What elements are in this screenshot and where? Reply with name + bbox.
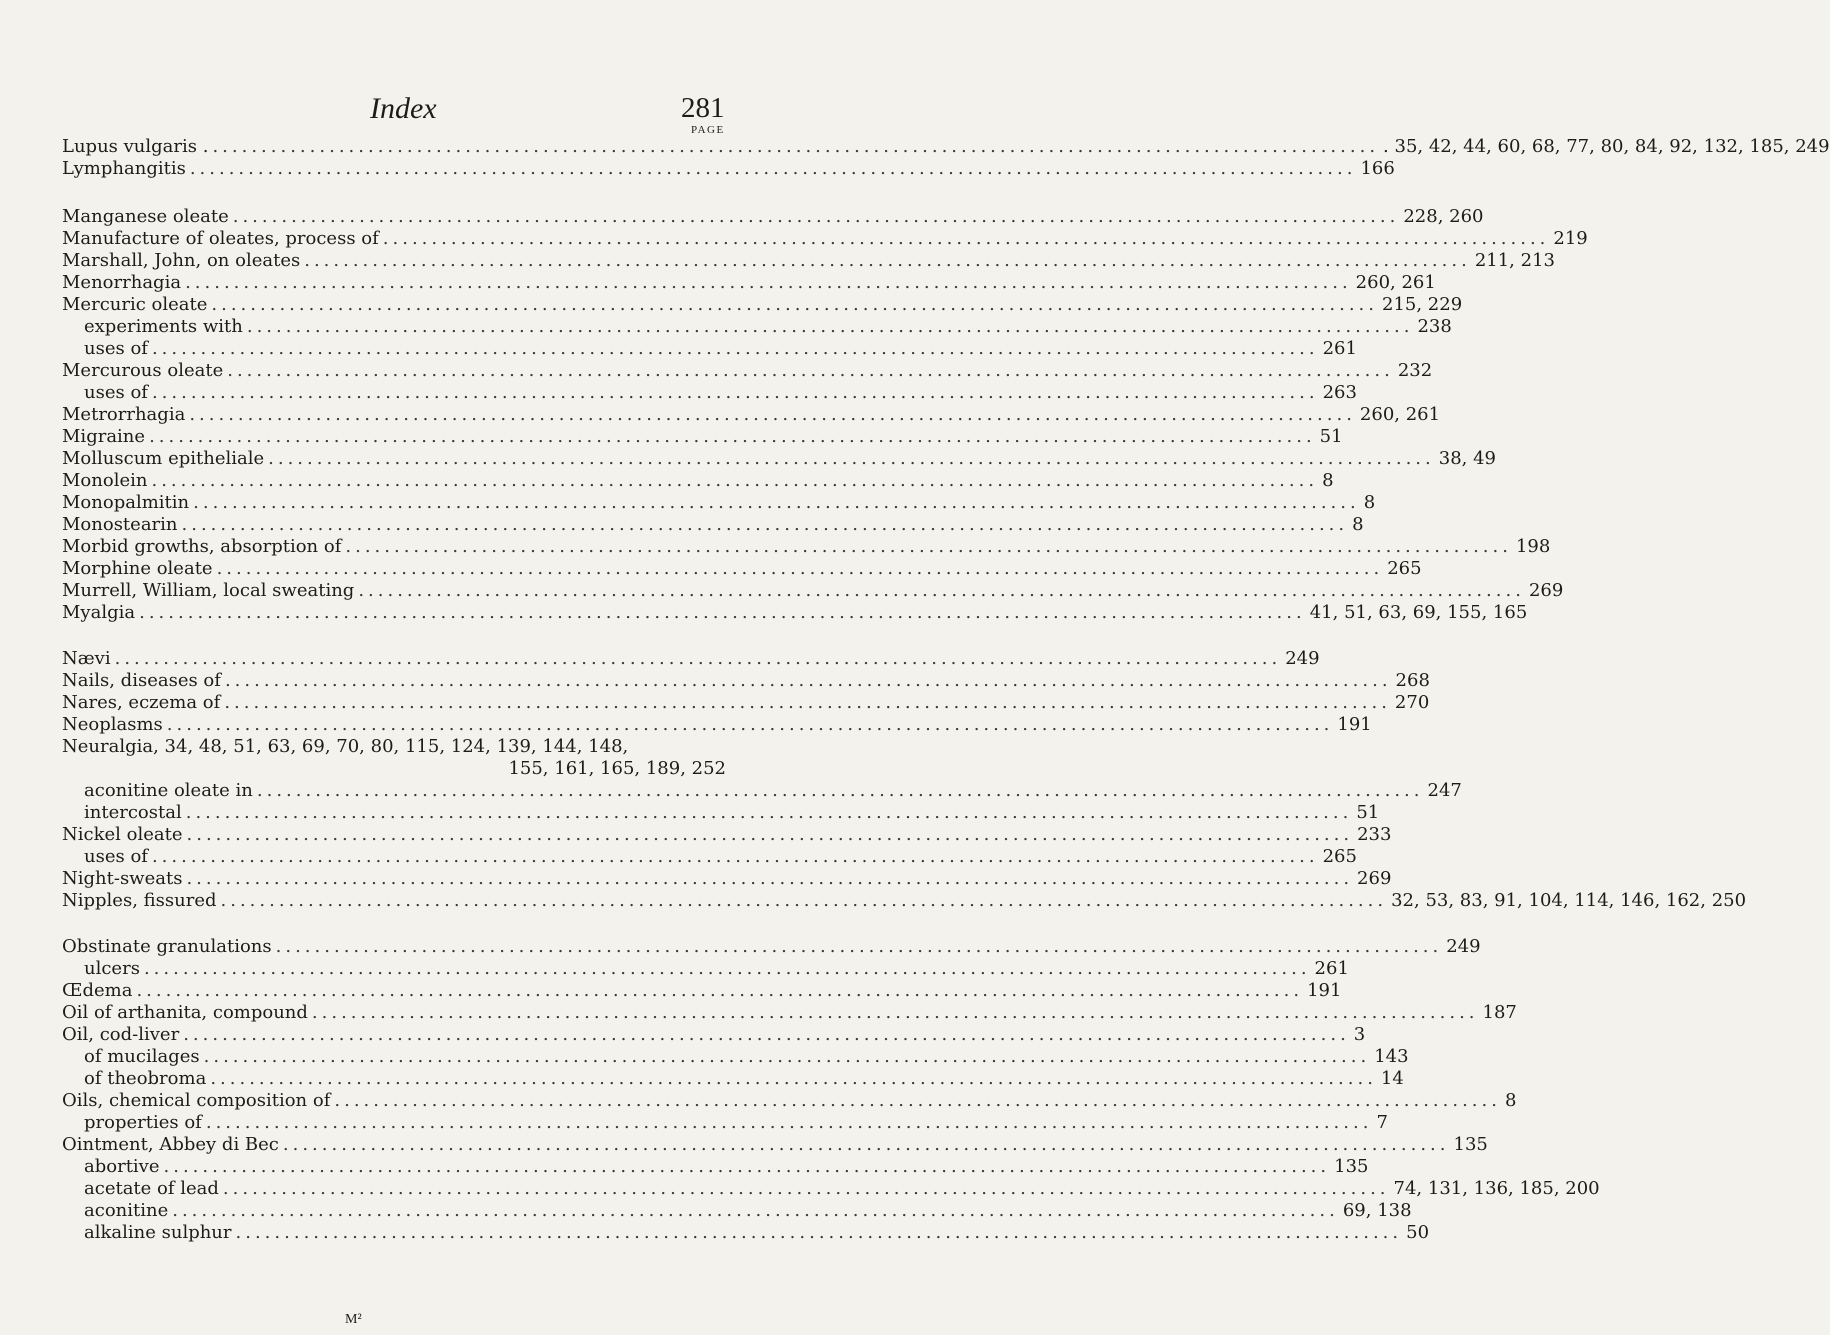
- index-entry: [0, 158, 1395, 180]
- index-entry: [0, 780, 1462, 802]
- entry-term: uses of: [84, 338, 148, 359]
- entry-term: Manganese oleate: [62, 206, 229, 227]
- index-entry: [0, 272, 1436, 294]
- running-title: Index: [370, 92, 437, 125]
- dot-leader: ........................................................................................................................: [334, 1090, 1501, 1111]
- dot-leader: ........................................................................................................................: [358, 580, 1525, 601]
- entry-term: Nickel oleate: [62, 824, 183, 845]
- index-entry: [0, 250, 1555, 272]
- index-entry: [0, 1046, 1409, 1068]
- index-entry: [0, 492, 1376, 514]
- entry-page-refs: 8: [1352, 514, 1364, 535]
- entry-page-refs: 249: [1446, 936, 1481, 957]
- entry-term: Ointment, Abbey di Bec: [62, 1134, 279, 1155]
- index-entry: [0, 1200, 1412, 1222]
- index-entry: [0, 1002, 1517, 1024]
- dot-leader: ........................................................................................................................: [151, 470, 1319, 491]
- entry-page-refs: 191: [1337, 714, 1372, 735]
- entry-term: Neuralgia, 34, 48, 51, 63, 69, 70, 80, 115, 124, 139, 144, 148,: [62, 736, 629, 757]
- index-entry: [0, 448, 1497, 470]
- entry-page-refs: 51: [1319, 426, 1343, 447]
- dot-leader: ........................................................................................................................: [166, 714, 1334, 735]
- index-entry: [0, 514, 1364, 536]
- entry-page-refs: 32, 53, 83, 91, 104, 114, 146, 162, 250: [1391, 890, 1747, 911]
- dot-leader: ........................................................................................................................: [382, 228, 1550, 249]
- entry-page-refs: 74, 131, 136, 185, 200: [1393, 1178, 1600, 1199]
- dot-leader: ........................................................................................................................: [220, 890, 1388, 911]
- index-entry: [0, 1024, 1366, 1046]
- index-entry: [0, 824, 1392, 846]
- dot-leader: ........................................................................................................................: [224, 670, 1392, 691]
- entry-term: aconitine: [84, 1200, 169, 1221]
- index-entry: [0, 338, 1357, 360]
- entry-page-refs: 228, 260: [1403, 206, 1484, 227]
- dot-leader: ........................................................................................................................: [172, 1200, 1339, 1221]
- dot-leader: ........................................................................................................................: [282, 1134, 1450, 1155]
- entry-term: Marshall, John, on oleates: [62, 250, 301, 271]
- index-entry: [0, 758, 726, 780]
- index-entry: [0, 558, 1422, 580]
- entry-term: Oil, cod-liver: [62, 1024, 180, 1045]
- entry-term: Molluscum epitheliale: [62, 448, 265, 469]
- entry-page-refs: 191: [1307, 980, 1342, 1001]
- index-entry: [0, 136, 1830, 158]
- entry-page-refs: 238: [1417, 316, 1452, 337]
- index-entry: [0, 404, 1441, 426]
- index-entry: [0, 802, 1380, 824]
- entry-page-refs: 265: [1322, 846, 1357, 867]
- entry-term: Obstinate granulations: [62, 936, 272, 957]
- entry-term: Night-sweats: [62, 868, 183, 889]
- index-entry: [0, 736, 788, 758]
- dot-leader: ........................................................................................................................: [151, 382, 1319, 403]
- dot-leader: ........................................................................................................................: [210, 1068, 1377, 1089]
- entry-page-refs: 14: [1380, 1068, 1404, 1089]
- entry-term: abortive: [84, 1156, 160, 1177]
- entry-term: Œdema: [62, 980, 133, 1001]
- index-entry: [0, 958, 1349, 980]
- dot-leader: ........................................................................................................................: [183, 1024, 1350, 1045]
- entry-term: Monostearin: [62, 514, 178, 535]
- dot-leader: ........................................................................................................................: [143, 958, 1311, 979]
- page-column-label: PAGE: [691, 124, 725, 136]
- index-entry: [0, 1068, 1404, 1090]
- entry-term: Manufacture of oleates, process of: [62, 228, 379, 249]
- entry-term: uses of: [84, 382, 148, 403]
- index-entry: [0, 1090, 1517, 1112]
- index-entry: [0, 1222, 1430, 1244]
- dot-leader: ........................................................................................................................: [139, 602, 1306, 623]
- entry-term: Nipples, fissured: [62, 890, 217, 911]
- entry-page-refs: 8: [1504, 1090, 1517, 1111]
- index-entry: [0, 1134, 1488, 1156]
- entry-term: Morphine oleate: [62, 558, 213, 579]
- entry-page-refs: 232: [1397, 360, 1433, 381]
- signature-mark: M²: [345, 1312, 362, 1327]
- entry-term: of theobroma: [84, 1068, 207, 1089]
- entry-page-refs: 270: [1394, 692, 1430, 713]
- dot-leader: ........................................................................................................................: [151, 846, 1319, 867]
- entry-page-refs: 38, 49: [1438, 448, 1497, 469]
- entry-term: Menorrhagia: [62, 272, 182, 293]
- entry-page-refs: 135: [1334, 1156, 1369, 1177]
- dot-leader: ........................................................................................................................: [256, 780, 1424, 801]
- entry-page-refs: 219: [1553, 228, 1588, 249]
- index-entry: [0, 890, 1747, 912]
- index-entry: [0, 1112, 1388, 1134]
- entry-page-refs: 261: [1314, 958, 1349, 979]
- entry-page-refs: 261: [1322, 338, 1357, 359]
- entry-page-refs: 166: [1360, 158, 1395, 179]
- entry-term: Migraine: [62, 426, 146, 447]
- entry-term: Monopalmitin: [62, 492, 190, 513]
- index-entry: [0, 670, 1430, 692]
- index-entry: [0, 470, 1334, 492]
- entry-term: Mercuric oleate: [62, 294, 208, 315]
- index-entry: [0, 714, 1372, 736]
- entry-page-refs: 143: [1374, 1046, 1409, 1067]
- entry-page-refs: 263: [1322, 382, 1357, 403]
- dot-leader: ........................................................................................................................: [246, 316, 1414, 337]
- dot-leader: ........................................................................................................................: [181, 514, 1349, 535]
- index-entry: [0, 868, 1392, 890]
- entry-term: alkaline sulphur: [84, 1222, 232, 1243]
- index-entry: [0, 602, 1528, 624]
- dot-leader: ........................................................................................................................: [114, 648, 1282, 669]
- index-entry: [0, 846, 1357, 868]
- dot-leader: ........................................................................................................................: [216, 558, 1384, 579]
- entry-page-refs: 215, 229: [1382, 294, 1463, 315]
- entry-term: Nares, eczema of: [62, 692, 221, 713]
- dot-leader: ........................................................................................................................: [222, 1178, 1390, 1199]
- index-entry: [0, 206, 1484, 228]
- entry-page-refs: 211, 213: [1474, 250, 1555, 271]
- entry-term: Oils, chemical composition of: [62, 1090, 331, 1111]
- entry-page-refs: 7: [1376, 1112, 1388, 1133]
- dot-leader: ........................................................................................................................: [211, 294, 1378, 315]
- entry-term: of mucilages: [84, 1046, 200, 1067]
- dot-leader: ........................................................................................................................: [311, 1002, 1479, 1023]
- index-entry: [0, 1156, 1369, 1178]
- entry-page-refs: 265: [1387, 558, 1422, 579]
- entry-page-refs: 198: [1515, 536, 1551, 557]
- dot-leader: ........................................................................................................................: [268, 448, 1435, 469]
- entry-term: Mercurous oleate: [62, 360, 224, 381]
- index-entry: [0, 580, 1564, 602]
- dot-leader: ........................................................................................................................: [189, 404, 1356, 425]
- index-entry: [0, 316, 1452, 338]
- dot-leader: ........................................................................................................................: [345, 536, 1512, 557]
- dot-leader: ........................................................................................................................: [227, 360, 1394, 381]
- index-entry: [0, 936, 1481, 958]
- entry-page-refs: 155, 161, 165, 189, 252: [508, 758, 726, 779]
- entry-page-refs: 260, 261: [1355, 272, 1436, 293]
- entry-term: experiments with: [84, 316, 243, 337]
- dot-leader: ........................................................................................................................: [235, 1222, 1403, 1243]
- entry-term: Murrell, William, local sweating: [62, 580, 355, 601]
- entry-term: Nails, diseases of: [62, 670, 221, 691]
- entry-term: Myalgia: [62, 602, 136, 623]
- dot-leader: ........................................................................................................................: [151, 338, 1319, 359]
- entry-term: Nævi: [62, 648, 111, 669]
- entry-term: Monolein: [62, 470, 148, 491]
- index-entry: [0, 228, 1588, 250]
- dot-leader: ........................................................................................................................: [304, 250, 1471, 271]
- dot-leader: ........................................................................................................................: [163, 1156, 1331, 1177]
- index-entry: [0, 692, 1430, 714]
- dot-leader: ........................................................................................................................: [212, 136, 1380, 157]
- entry-term: aconitine oleate in: [84, 780, 253, 801]
- entry-page-refs: 233: [1357, 824, 1392, 845]
- dot-leader: ........................................................................................................................: [203, 1046, 1371, 1067]
- dot-leader: ........................................................................................................................: [136, 980, 1304, 1001]
- entry-page-refs: 260, 261: [1359, 404, 1441, 425]
- entry-page-refs: 41, 51, 63, 69, 155, 165: [1309, 602, 1528, 623]
- entry-term: acetate of lead: [84, 1178, 219, 1199]
- dot-leader: ........................................................................................................................: [232, 206, 1400, 227]
- dot-leader: ........................................................................................................................: [275, 936, 1443, 957]
- index-entry: [0, 648, 1320, 670]
- entry-page-refs: 187: [1482, 1002, 1517, 1023]
- entry-page-refs: 247: [1427, 780, 1462, 801]
- entry-term: intercostal: [84, 802, 182, 823]
- index-entry: [0, 426, 1343, 448]
- entry-term: Lymphangitis: [62, 158, 186, 179]
- entry-page-refs: 8: [1322, 470, 1334, 491]
- entry-page-refs: 269: [1357, 868, 1392, 889]
- page-number: 281: [681, 92, 725, 124]
- entry-term: Morbid growths, absorption of: [62, 536, 342, 557]
- index-entry: [0, 1178, 1600, 1200]
- entry-page-refs: 268: [1395, 670, 1430, 691]
- entry-page-refs: 8: [1363, 492, 1376, 513]
- entry-page-refs: 51: [1356, 802, 1380, 823]
- index-entry: [0, 294, 1463, 316]
- entry-term: Oil of arthanita, compound: [62, 1002, 308, 1023]
- entry-page-refs: . 35, 42, 44, 60, 68, 77, 80, 84, 92, 132, 185, 249: [1383, 136, 1830, 157]
- dot-leader: ........................................................................................................................: [185, 802, 1353, 823]
- index-entry: [0, 382, 1357, 404]
- entry-page-refs: 50: [1406, 1222, 1430, 1243]
- dot-leader: ........................................................................................................................: [205, 1112, 1373, 1133]
- entry-term: Neoplasms: [62, 714, 163, 735]
- entry-page-refs: 269: [1528, 580, 1564, 601]
- index-entry: [0, 360, 1433, 382]
- index-entry: [0, 980, 1342, 1002]
- entry-page-refs: 249: [1285, 648, 1320, 669]
- dot-leader: ........................................................................................................................: [186, 868, 1354, 889]
- entry-page-refs: 69, 138: [1342, 1200, 1412, 1221]
- dot-leader: ........................................................................................................................: [186, 824, 1354, 845]
- entry-page-refs: 3: [1353, 1024, 1366, 1045]
- entry-term: properties of: [84, 1112, 202, 1133]
- entry-term: Lupus vulgaris .: [62, 136, 209, 157]
- entry-term: uses of: [84, 846, 148, 867]
- dot-leader: ........................................................................................................................: [193, 492, 1360, 513]
- index-entry: [0, 536, 1551, 558]
- dot-leader: ........................................................................................................................: [185, 272, 1352, 293]
- entry-term: ulcers: [84, 958, 140, 979]
- dot-leader: ........................................................................................................................: [149, 426, 1316, 447]
- entry-term: Metrorrhagia: [62, 404, 186, 425]
- dot-leader: ........................................................................................................................: [189, 158, 1357, 179]
- dot-leader: ........................................................................................................................: [224, 692, 1391, 713]
- entry-page-refs: 135: [1453, 1134, 1488, 1155]
